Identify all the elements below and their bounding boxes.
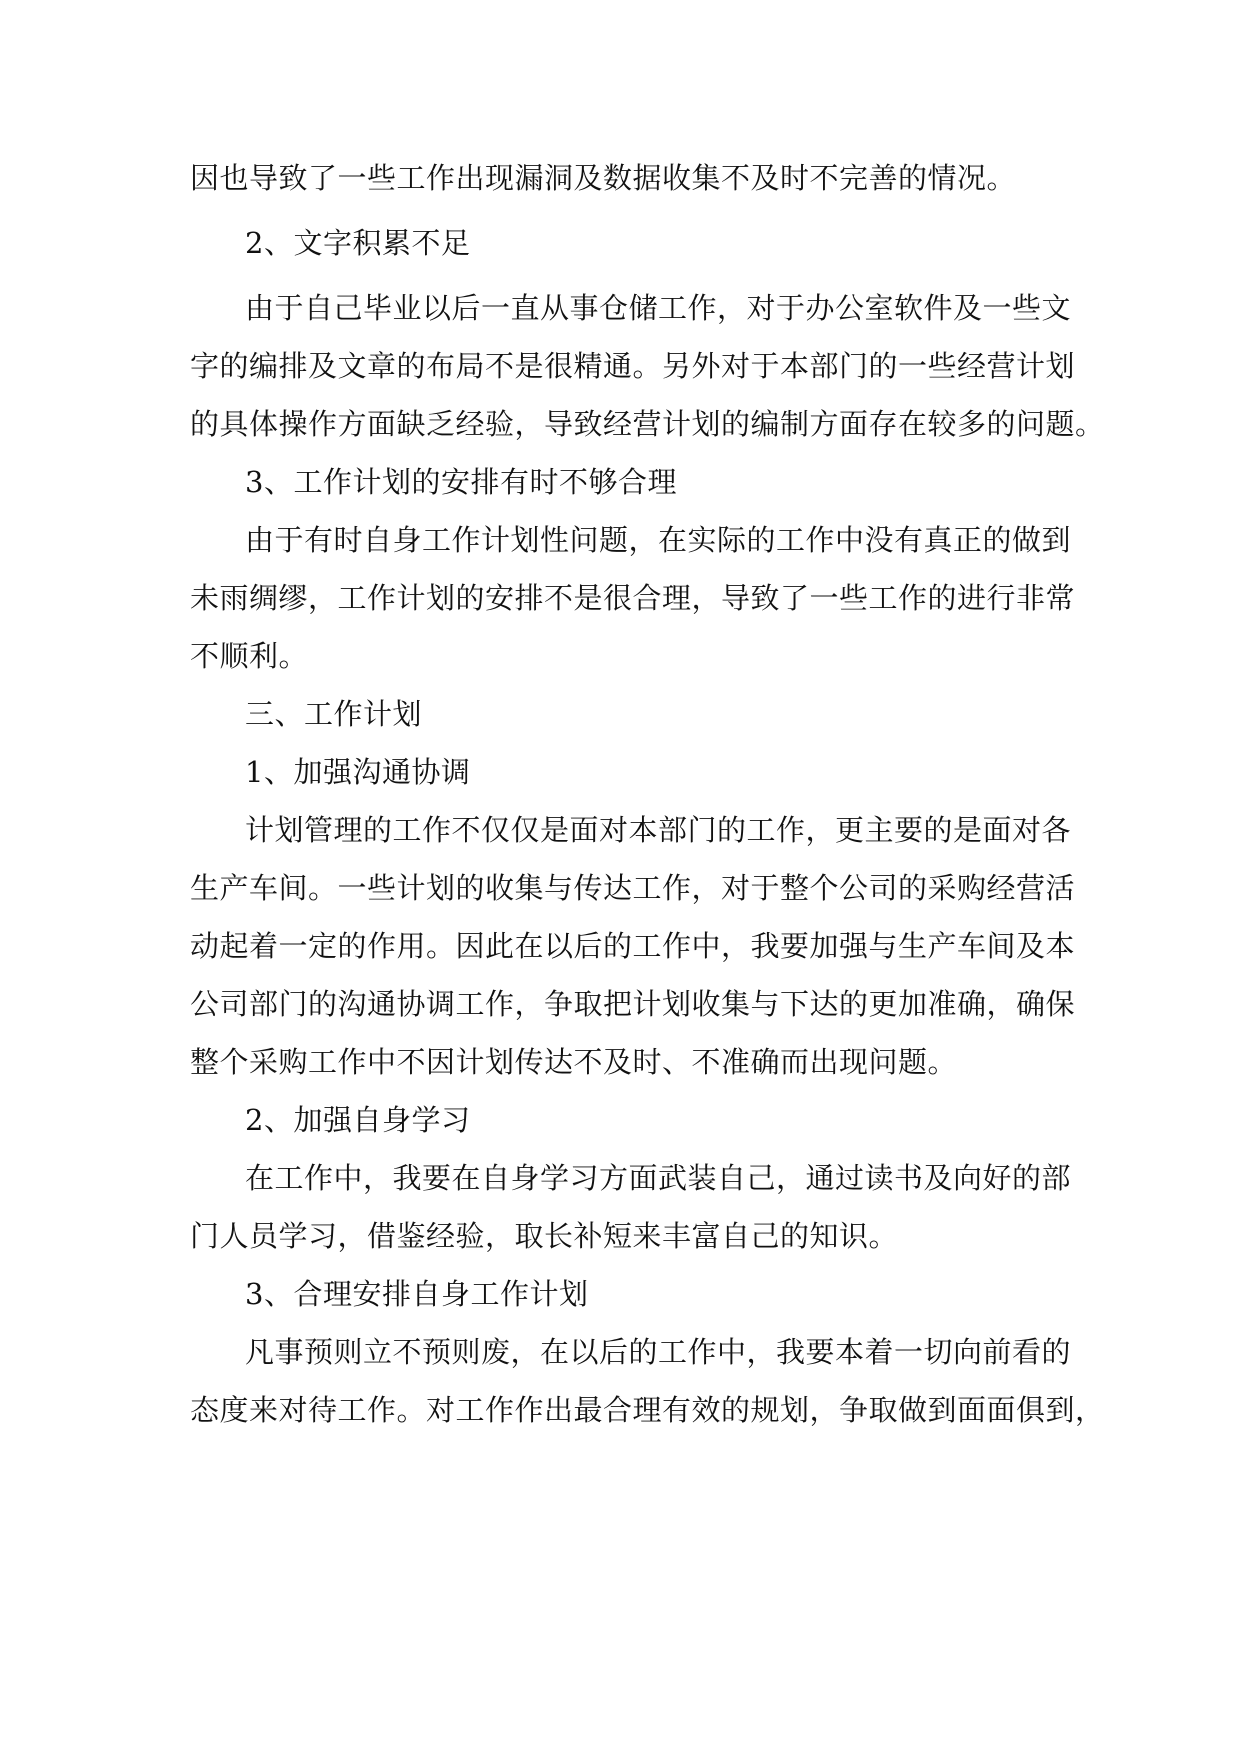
paragraph-line: 计划管理的工作不仅仅是面对本部门的工作，更主要的是面对各	[245, 813, 1072, 847]
paragraph-line: 公司部门的沟通协调工作，争取把计划收集与下达的更加准确，确保	[190, 987, 1076, 1021]
paragraph-line: 字的编排及文章的布局不是很精通。另外对于本部门的一些经营计划	[190, 349, 1076, 383]
paragraph-line: 未雨绸缪，工作计划的安排不是很合理，导致了一些工作的进行非常	[190, 581, 1076, 615]
section-heading: 2、文字积累不足	[245, 226, 471, 260]
paragraph-line: 不顺利。	[190, 639, 309, 673]
section-heading: 3、合理安排自身工作计划	[245, 1277, 589, 1311]
paragraph-line: 凡事预则立不预则废，在以后的工作中，我要本着一切向前看的	[245, 1335, 1072, 1369]
paragraph-line: 由于自己毕业以后一直从事仓储工作，对于办公室软件及一些文	[245, 291, 1072, 325]
paragraph-line: 门人员学习，借鉴经验，取长补短来丰富自己的知识。	[190, 1219, 899, 1253]
paragraph-line: 态度来对待工作。对工作作出最合理有效的规划，争取做到面面俱到，	[190, 1393, 1105, 1427]
section-heading: 3、工作计划的安排有时不够合理	[245, 465, 677, 499]
paragraph-line: 由于有时自身工作计划性问题，在实际的工作中没有真正的做到	[245, 523, 1072, 557]
chapter-heading: 三、工作计划	[245, 697, 423, 731]
section-heading: 2、加强自身学习	[245, 1103, 471, 1137]
section-heading: 1、加强沟通协调	[245, 755, 471, 789]
paragraph-line: 在工作中，我要在自身学习方面武装自己，通过读书及向好的部	[245, 1161, 1072, 1195]
paragraph-line: 整个采购工作中不因计划传达不及时、不准确而出现问题。	[190, 1045, 958, 1079]
paragraph-line: 的具体操作方面缺乏经验，导致经营计划的编制方面存在较多的问题。	[190, 407, 1105, 441]
paragraph-line: 生产车间。一些计划的收集与传达工作，对于整个公司的采购经营活	[190, 871, 1076, 905]
paragraph-line: 因也导致了一些工作出现漏洞及数据收集不及时不完善的情况。	[190, 161, 1017, 195]
paragraph-line: 动起着一定的作用。因此在以后的工作中，我要加强与生产车间及本	[190, 929, 1076, 963]
